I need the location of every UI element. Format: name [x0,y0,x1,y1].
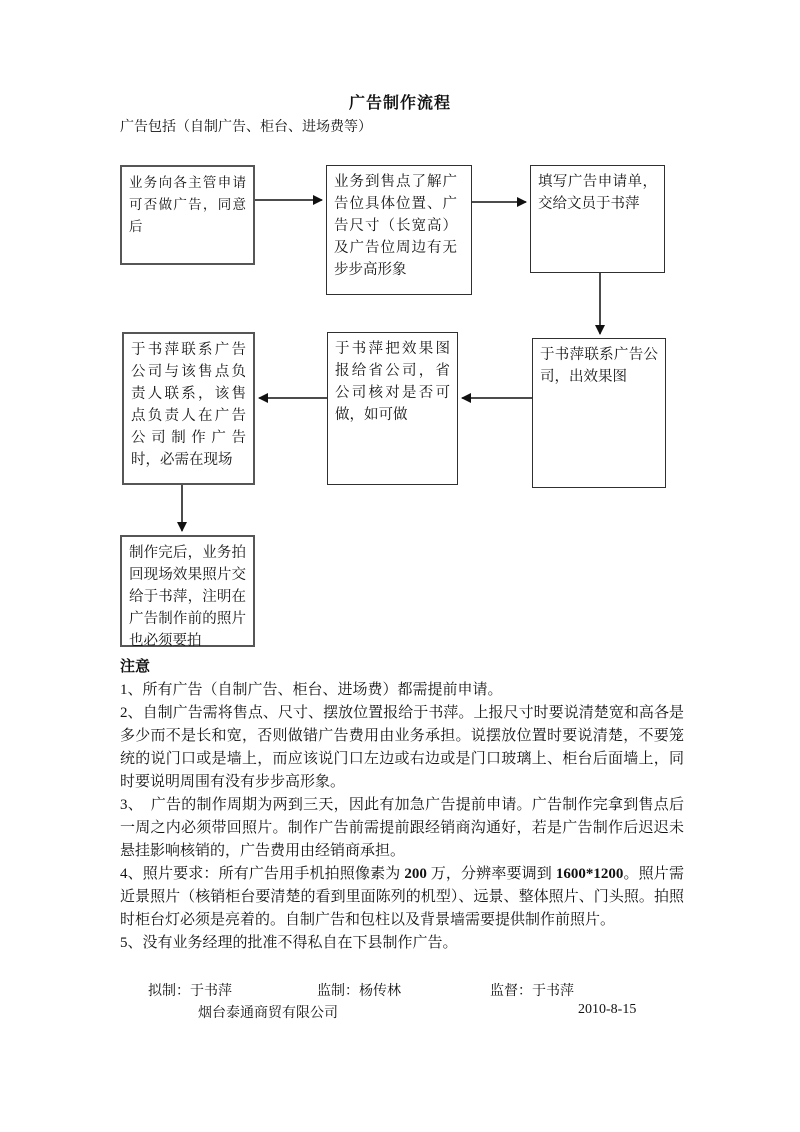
signoff-prepared [148,980,232,1000]
note-item-2: 2、自制广告需将售点、尺寸、摆放位置报给于书萍。上报尺寸时要说清楚宽和高各是多少而不是长和宽，否则做错广告费用由业务承担。说摆放位置时要说清楚，不要笼统的说门口或是墙上，而应该说门口左边或右边或是门口玻璃上、柜台后面墙上，同时要说明周围有没有步步高形象。 [120,705,684,790]
company-name: 烟台泰通商贸有限公司 [198,1006,338,1021]
flow-box-province-review: 于书萍把效果图报给省公司，省公司核对是否可做，如可做 [327,332,458,485]
notes-section [120,656,684,955]
signoff-produced-label: 监制： [317,984,359,999]
note-item-4-text: 。照片需近景照片（核销柜台要清楚的看到里面陈列的机型）、远景、整体照片、门头照。拍照时柜台灯必须是亮着的。自制广告和包柱以及背景墙需要提供制作前照片。 [120,866,684,928]
flow-box-ad-company-draft: 于书萍联系广告公司，出效果图 [532,338,666,488]
note-item-4-text: 4、照片要求：所有广告用手机拍照像素为 [120,866,405,882]
flow-box-fill-application: 填写广告申请单，交给文员于书萍 [530,165,665,273]
flowchart [0,160,800,660]
signoff-supervised [490,980,574,1000]
signoff-prepared-name: 于书萍 [190,984,232,999]
signoff-prepared-label: 拟制： [148,984,190,999]
pixel-count-value: 200 [404,866,427,882]
notes-heading: 注意 [120,659,151,675]
resolution-value: 1600*1200 [555,866,624,882]
signoff-supervised-label: 监督： [490,984,532,999]
signoff-supervised-name: 于书萍 [532,984,574,999]
footer-section [0,980,800,1040]
note-item-1: 1、所有广告（自制广告、柜台、进场费）都需提前申请。 [120,682,503,698]
signoff-produced-name: 杨传林 [359,984,401,999]
note-item-4 [120,863,684,932]
flow-box-return-photos: 制作完后，业务拍回现场效果照片交给于书萍，注明在广告制作前的照片也必须要拍 [120,535,255,647]
document-subtitle: 广告包括（自制广告、柜台、进场费等） [120,120,372,135]
note-item-4-text: 万，分辨率要调到 [426,866,556,882]
note-item-3: 3、 广告的制作周期为两到三天，因此有加急广告提前申请。广告制作完拿到售点后一周之内必须带回照片。制作广告前需提前跟经销商沟通好，若是广告制作后迟迟未悬挂影响核销的，广告费用由经销商承担。 [120,797,684,859]
signoff-produced [317,980,401,1000]
note-item-5: 5、没有业务经理的批准不得私自在下县制作广告。 [120,935,458,951]
flow-box-manager-approval: 业务向各主管申请可否做广告，同意后 [120,165,255,265]
document-date: 2010-8-15 [578,1002,637,1017]
flow-box-onsite-contact: 于书萍联系广告公司与该售点负责人联系，该售点负责人在广告公司制作广告时，必需在现场 [122,332,255,485]
page-title: 广告制作流程 [348,95,451,112]
flow-box-visit-sales-point: 业务到售点了解广告位具体位置、广告尺寸（长宽高）及广告位周边有无步步高形象 [326,165,472,295]
